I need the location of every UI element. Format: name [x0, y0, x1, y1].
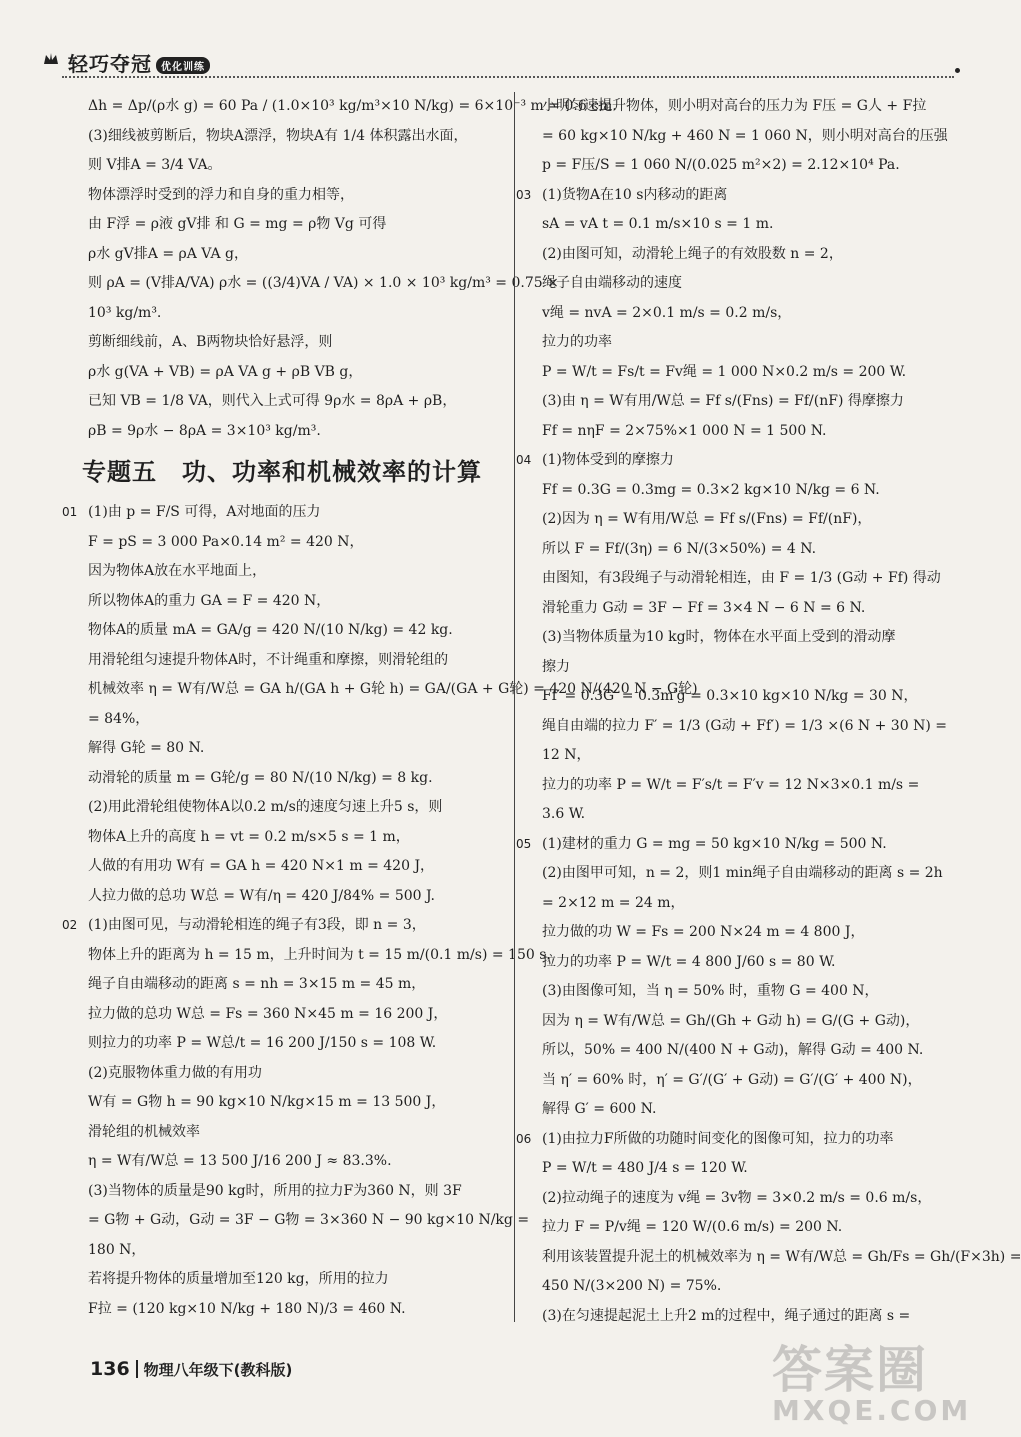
crown-logo-icon: [42, 50, 60, 68]
solution-line: 物体漂浮时受到的浮力和自身的重力相等，: [88, 186, 354, 203]
solution-line: (3)当物体质量为10 kg时，物体在水平面上受到的滑动摩: [542, 629, 896, 645]
solution-line: 拉力做的总功 W总 = Fs = 360 N×45 m = 16 200 J，: [88, 1005, 448, 1022]
solution-line: ρ水 gV排A = ρA VA g，: [88, 245, 248, 262]
brand-logo: [68, 48, 210, 77]
solution-line: 450 N/(3×200 N) = 75%.: [542, 1278, 722, 1294]
solution-line: 拉力的功率 P = W/t = 4 800 J/60 s = 80 W.: [542, 953, 836, 970]
solution-line: 拉力的功率: [542, 334, 612, 350]
solution-line: v绳 = nvA = 2×0.1 m/s = 0.2 m/s，: [542, 304, 792, 321]
solution-line: sA = vA t = 0.1 m/s×10 s = 1 m.: [542, 216, 774, 232]
logo-badge: 优化训练: [156, 57, 210, 74]
solution-line: Δh = Δp/(ρ水 g) = 60 Pa / (1.0×10³ kg/m³×10 N/kg) = 6×10⁻³ m = 0.6 cm.: [88, 98, 617, 114]
solution-line: ρ水 g(VA + VB) = ρA VA g + ρB VB g，: [88, 363, 363, 380]
solution-line: 人做的有用功 W有 = GA h = 420 N×1 m = 420 J，: [88, 858, 435, 874]
solution-line: Ff = 0.3G = 0.3mg = 0.3×2 kg×10 N/kg = 6 N.: [542, 481, 880, 498]
question-line: [62, 498, 498, 528]
solution-line: 3.6 W.: [542, 806, 586, 822]
question-number: 01: [62, 505, 78, 519]
page-number: 136: [90, 1358, 130, 1380]
page-header: [62, 46, 954, 78]
question-line: [516, 446, 962, 476]
solution-line: 由图知，有3段绳子与动滑轮相连，由 F = 1/3 (G动 + Ff) 得动: [542, 570, 941, 586]
solution-line: (3)由图像可知，当 η = 50% 时，重物 G = 400 N，: [542, 983, 879, 999]
solution-line: (3)由 η = W有用/W总 = Ff s/(Fns) = Ff/(nF) 得摩擦力: [542, 393, 904, 409]
solution-line: 物体A上升的高度 h = vt = 0.2 m/s×5 s = 1 m，: [88, 828, 410, 845]
solution-line: 则拉力的功率 P = W总/t = 16 200 J/150 s = 108 W.: [88, 1035, 437, 1051]
solution-line: (3)在匀速提起泥土上升2 m的过程中，绳子通过的距离 s =: [542, 1307, 911, 1324]
question-text: (1)物体受到的摩擦力: [542, 452, 674, 468]
solution-line: (2)由图甲可知，n = 2，则1 min绳子自由端移动的距离 s = 2h: [542, 865, 943, 881]
question-number: 02: [62, 918, 78, 932]
question-text: (1)建材的重力 G = mg = 50 kg×10 N/kg = 500 N.: [542, 835, 887, 852]
solution-line: p = F压/S = 1 060 N/(0.025 m²×2) = 2.12×10⁴ Pa.: [542, 157, 900, 173]
solution-line: 滑轮重力 G动 = 3F − Ff = 3×4 N − 6 N = 6 N.: [542, 599, 866, 616]
solution-line: 人拉力做的总功 W总 = W有/η = 420 J/84% = 500 J.: [88, 887, 435, 904]
watermark-text: 答案圈: [772, 1341, 928, 1399]
solution-line: (3)细线被剪断后，物块A漂浮，物块A有 1/4 体积露出水面，: [88, 127, 468, 144]
solution-line: 12 N，: [542, 747, 591, 763]
solution-line: 180 N，: [88, 1241, 146, 1258]
solution-line: (2)拉动绳子的速度为 v绳 = 3v物 = 3×0.2 m/s = 0.6 m/s，: [542, 1189, 932, 1206]
solution-line: 拉力 F = P/v绳 = 120 W/(0.6 m/s) = 200 N.: [542, 1219, 843, 1235]
solution-line: = 84%，: [88, 710, 150, 727]
solution-line: W有 = G物 h = 90 kg×10 N/kg×15 m = 13 500 J，: [88, 1094, 446, 1110]
solution-line: 利用该装置提升泥土的机械效率为 η = W有/W总 = Gh/Fs = Gh/(F×3h) =: [542, 1248, 1021, 1265]
question-number: 06: [516, 1131, 532, 1146]
solution-line: 物体A的质量 mA = GA/g = 420 N/(10 N/kg) = 42 kg.: [88, 622, 453, 638]
watermark: [772, 1330, 972, 1427]
book-title: 物理八年级下(教科版): [143, 1361, 293, 1379]
solution-line: F拉 = (120 kg×10 N/kg + 180 N)/3 = 460 N.: [88, 1300, 406, 1317]
solution-line: Ff = nηF = 2×75%×1 000 N = 1 500 N.: [542, 422, 827, 439]
question-line: [516, 181, 962, 211]
solution-line: 解得 G轮 = 80 N.: [88, 740, 205, 756]
solution-line: (2)因为 η = W有用/W总 = Ff s/(Fns) = Ff/(nF)，: [542, 511, 872, 527]
solution-line: 剪断细线前，A、B两物块恰好悬浮，则: [88, 334, 333, 350]
solution-line: Ff′ = 0.3G′ = 0.3m′g = 0.3×10 kg×10 N/kg = 30 N，: [542, 688, 918, 704]
solution-line: P = W/t = 480 J/4 s = 120 W.: [542, 1160, 748, 1176]
question-number: 04: [516, 453, 532, 467]
question-line: [516, 1125, 962, 1155]
question-text: (1)由 p = F/S 可得，A对地面的压力: [88, 504, 321, 520]
solution-line: 解得 G′ = 600 N.: [542, 1101, 657, 1117]
solution-line: 所以，50% = 400 N/(400 N + G动)，解得 G动 = 400 N.: [542, 1042, 924, 1058]
solution-line: 拉力做的功 W = Fs = 200 N×24 m = 4 800 J，: [542, 924, 865, 940]
solution-line: 10³ kg/m³.: [88, 304, 162, 321]
solution-line: 当 η′ = 60% 时，η′ = G′/(G′ + G动) = G′/(G′ + 400 N)，: [542, 1071, 922, 1088]
solution-line: (2)克服物体重力做的有用功: [88, 1064, 262, 1081]
question-line: [516, 830, 962, 860]
solution-line: (2)用此滑轮组使物体A以0.2 m/s的速度匀速上升5 s，则: [88, 799, 443, 815]
solution-line: P = W/t = Fs/t = Fv绳 = 1 000 N×0.2 m/s = 200 W.: [542, 363, 907, 380]
solution-line: 动滑轮的质量 m = G轮/g = 80 N/(10 N/kg) = 8 kg.: [88, 769, 433, 786]
column-divider: [514, 92, 515, 1322]
solution-line: 滑轮组的机械效率: [88, 1123, 200, 1140]
solution-line: = G物 + G动，G动 = 3F − G物 = 3×360 N − 90 kg×10 N/kg =: [88, 1212, 530, 1228]
solution-line: 绳子自由端移动的速度: [542, 275, 682, 291]
question-line: [62, 911, 498, 941]
watermark-url: MXQE.COM: [772, 1394, 972, 1427]
solution-line: 用滑轮组匀速提升物体A时，不计绳重和摩擦，则滑轮组的: [88, 651, 449, 668]
solution-line: 因为物体A放在水平地面上，: [88, 563, 267, 579]
question-text: (1)由图可见，与动滑轮相连的绳子有3段，即 n = 3，: [88, 917, 426, 933]
solution-line: 小明匀速提升物体，则小明对高台的压力为 F压 = G人 + F拉: [542, 98, 927, 114]
solution-line: 由 F浮 = ρ液 gV排 和 G = mg = ρ物 Vg 可得: [88, 216, 387, 232]
solution-line: 绳自由端的拉力 F′ = 1/3 (G动 + Ff′) = 1/3 ×(6 N + 30 N) =: [542, 717, 947, 734]
solution-line: 若将提升物体的质量增加至120 kg，所用的拉力: [88, 1271, 389, 1287]
solution-line: 所以 F = Ff/(3η) = 6 N/(3×50%) = 4 N.: [542, 540, 817, 557]
question-text: (1)货物A在10 s内移动的距离: [542, 186, 728, 203]
solution-line: 所以物体A的重力 GA = F = 420 N，: [88, 592, 331, 609]
footer-separator: [136, 1360, 138, 1378]
solution-line: 物体上升的距离为 h = 15 m，上升时间为 t = 15 m/(0.1 m/s) = 150 s，: [88, 946, 561, 963]
solution-line: 绳子自由端移动的距离 s = nh = 3×15 m = 45 m，: [88, 976, 426, 992]
solution-line: 擦力: [542, 658, 570, 675]
page-footer: [90, 1358, 292, 1380]
header-dot: [955, 68, 960, 73]
solution-line: 因为 η = W有/W总 = Gh/(Gh + G动 h) = G/(G + G动)，: [542, 1012, 920, 1029]
solution-line: η = W有/W总 = 13 500 J/16 200 J ≈ 83.3%.: [88, 1153, 392, 1169]
right-column: [516, 92, 1021, 1331]
solution-line: 则 V排A = 3/4 VA。: [88, 157, 222, 173]
solution-line: 则 ρA = (V排A/VA) ρ水 = ((3/4)VA / VA) × 1.0 × 10³ kg/m³ = 0.75 ×: [88, 275, 559, 291]
logo-text: 轻巧夺冠: [68, 52, 152, 76]
solution-line: = 2×12 m = 24 m，: [542, 894, 685, 911]
question-text: (1)由拉力F所做的功随时间变化的图像可知，拉力的功率: [542, 1130, 894, 1147]
solution-line: 机械效率 η = W有/W总 = GA h/(GA h + G轮 h) = GA/(GA + G轮) = 420 N/(420 N − G轮): [88, 681, 698, 697]
solution-line: (3)当物体的质量是90 kg时，所用的拉力F为360 N，则 3F: [88, 1182, 462, 1199]
solution-line: F = pS = 3 000 Pa×0.14 m² = 420 N，: [88, 533, 364, 550]
solution-line: (2)由图可知，动滑轮上绳子的有效股数 n = 2，: [542, 245, 843, 262]
solution-line: = 60 kg×10 N/kg + 460 N = 1 060 N，则小明对高台的压强: [542, 127, 948, 144]
solution-line: 拉力的功率 P = W/t = F′s/t = F′v = 12 N×3×0.1 m/s =: [542, 776, 920, 793]
section-title: 专题五 功、功率和机械效率的计算: [82, 458, 482, 486]
solution-line: 已知 VB = 1/8 VA，则代入上式可得 9ρ水 = 8ρA + ρB，: [88, 393, 457, 409]
question-number: 05: [516, 836, 532, 851]
solution-line: ρB = 9ρ水 − 8ρA = 3×10³ kg/m³.: [88, 422, 321, 439]
question-number: 03: [516, 187, 532, 202]
